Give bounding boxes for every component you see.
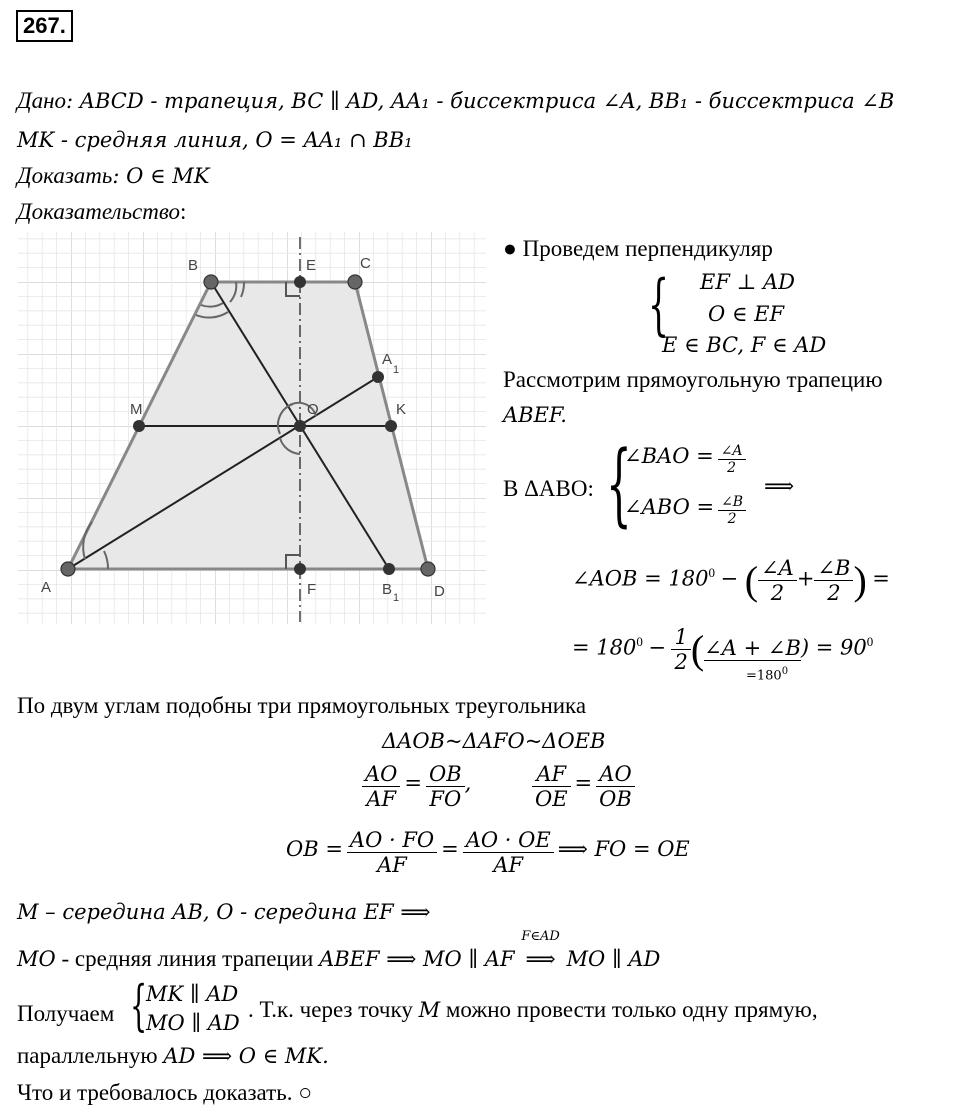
point-k bbox=[385, 420, 397, 432]
qed-line: Что и требовалось доказать. ○ bbox=[17, 1080, 313, 1105]
line-m-midpoint: M – середина AB, O - середина EF ⟹ bbox=[17, 900, 431, 924]
point-m bbox=[133, 420, 145, 432]
sys3-line-1: MK ∥ AD bbox=[146, 982, 239, 1006]
aob-result-line: = $180^0$ − $\frac{1}{2}$ (∠A + ∠B) = $90^0$ bbox=[572, 625, 874, 674]
label-e: E bbox=[306, 257, 317, 274]
point-b1 bbox=[383, 563, 395, 575]
sys2-line-2: ∠ABO = $\frac{\angle B}{2}$ bbox=[624, 494, 746, 527]
given-text-1: : ABCD - трапеция, BC ∥ AD, AA₁ - биссектриса ∠A, BB₁ - биссектриса ∠B bbox=[66, 89, 895, 113]
sys2-implies: ⟹ bbox=[764, 474, 795, 498]
prove-label: Доказать bbox=[17, 163, 113, 188]
sys1-line-3: E ∈ BC, F ∈ AD bbox=[662, 333, 827, 357]
point-a bbox=[61, 562, 75, 576]
point-f bbox=[294, 563, 306, 575]
label-d: D bbox=[434, 583, 445, 600]
system-brace-1: { bbox=[648, 266, 669, 343]
sys1-line-1: EF ⊥ AD bbox=[700, 270, 796, 294]
point-b bbox=[204, 275, 218, 289]
bullet-perpendicular: ● Проведем перпендикуляр bbox=[503, 236, 773, 261]
proof-label: Доказательство: bbox=[17, 199, 187, 224]
in-triangle-label: В ΔABO: bbox=[503, 476, 594, 501]
label-c: C bbox=[360, 255, 371, 272]
label-b: B bbox=[188, 257, 199, 274]
given-line-1 bbox=[17, 88, 894, 114]
point-c bbox=[348, 275, 362, 289]
given-line-2: MK - средняя линия, O = AA₁ ∩ BB₁ bbox=[17, 128, 413, 152]
trapezoid-figure bbox=[18, 232, 486, 624]
problem-number: 267. bbox=[16, 10, 73, 42]
point-o bbox=[294, 420, 306, 432]
given-label: Дано bbox=[17, 88, 67, 113]
consider-line: Рассмотрим прямоугольную трапецию bbox=[503, 367, 883, 392]
ob-equation: OB = $\frac{AO \cdot FO}{AF}$ = $\frac{AO \cdot OE}{AF}$ ⟹ FO = OE bbox=[286, 828, 690, 877]
aob-line: ∠AOB = $180^0$ − ( $\frac{\angle A}{2}$ + $\frac{\angle B}{2}$ ) = bbox=[572, 556, 890, 605]
point-e bbox=[294, 276, 306, 288]
sys1-line-2: O ∈ EF bbox=[708, 302, 785, 326]
get-rest: . Т.к. через точку M можно провести только одну прямую, bbox=[248, 997, 818, 1022]
sys2-line-1: ∠BAO = $\frac{\angle A}{2}$ bbox=[624, 443, 746, 476]
get-label: Получаем bbox=[17, 1001, 115, 1026]
similar-intro: По двум углам подобны три прямоугольных треугольника bbox=[17, 693, 587, 718]
prove-text: : O ∈ MK bbox=[112, 164, 210, 188]
label-a1: A bbox=[382, 351, 393, 368]
ratio-1: $\frac{AO}{AF}$ = $\frac{OB}{FO}$ , bbox=[362, 762, 471, 811]
parallel-line: параллельную AD ⟹ O ∈ MK. bbox=[17, 1043, 329, 1068]
system-brace-3: { bbox=[130, 974, 148, 1037]
underbrace-label: $=180^0$ bbox=[746, 666, 789, 684]
line-mo-midline: MO - средняя линия трапеции ABEF ⟹ MO ∥ AF F∈AD ⟹ MO ∥ AD bbox=[17, 929, 661, 971]
label-f: F bbox=[307, 581, 317, 598]
similar-triangles: ΔAOB~ΔAFO~ΔOEB bbox=[382, 729, 606, 753]
system-brace-2: { bbox=[606, 432, 632, 537]
label-o: O bbox=[307, 401, 319, 418]
prove-line bbox=[17, 163, 209, 189]
point-a1 bbox=[372, 371, 384, 383]
label-m: M bbox=[130, 401, 143, 418]
label-b1-sub: 1 bbox=[393, 592, 400, 604]
ratio-2: $\frac{AF}{OE}$ = $\frac{AO}{OB}$ bbox=[532, 762, 635, 811]
label-b1: B bbox=[382, 581, 393, 598]
sys3-line-2: MO ∥ AD bbox=[146, 1011, 240, 1035]
label-a1-sub: 1 bbox=[393, 364, 400, 376]
label-k: K bbox=[396, 401, 407, 418]
point-d bbox=[421, 562, 435, 576]
label-a: A bbox=[41, 579, 52, 596]
consider-line-2: ABEF. bbox=[503, 403, 567, 427]
